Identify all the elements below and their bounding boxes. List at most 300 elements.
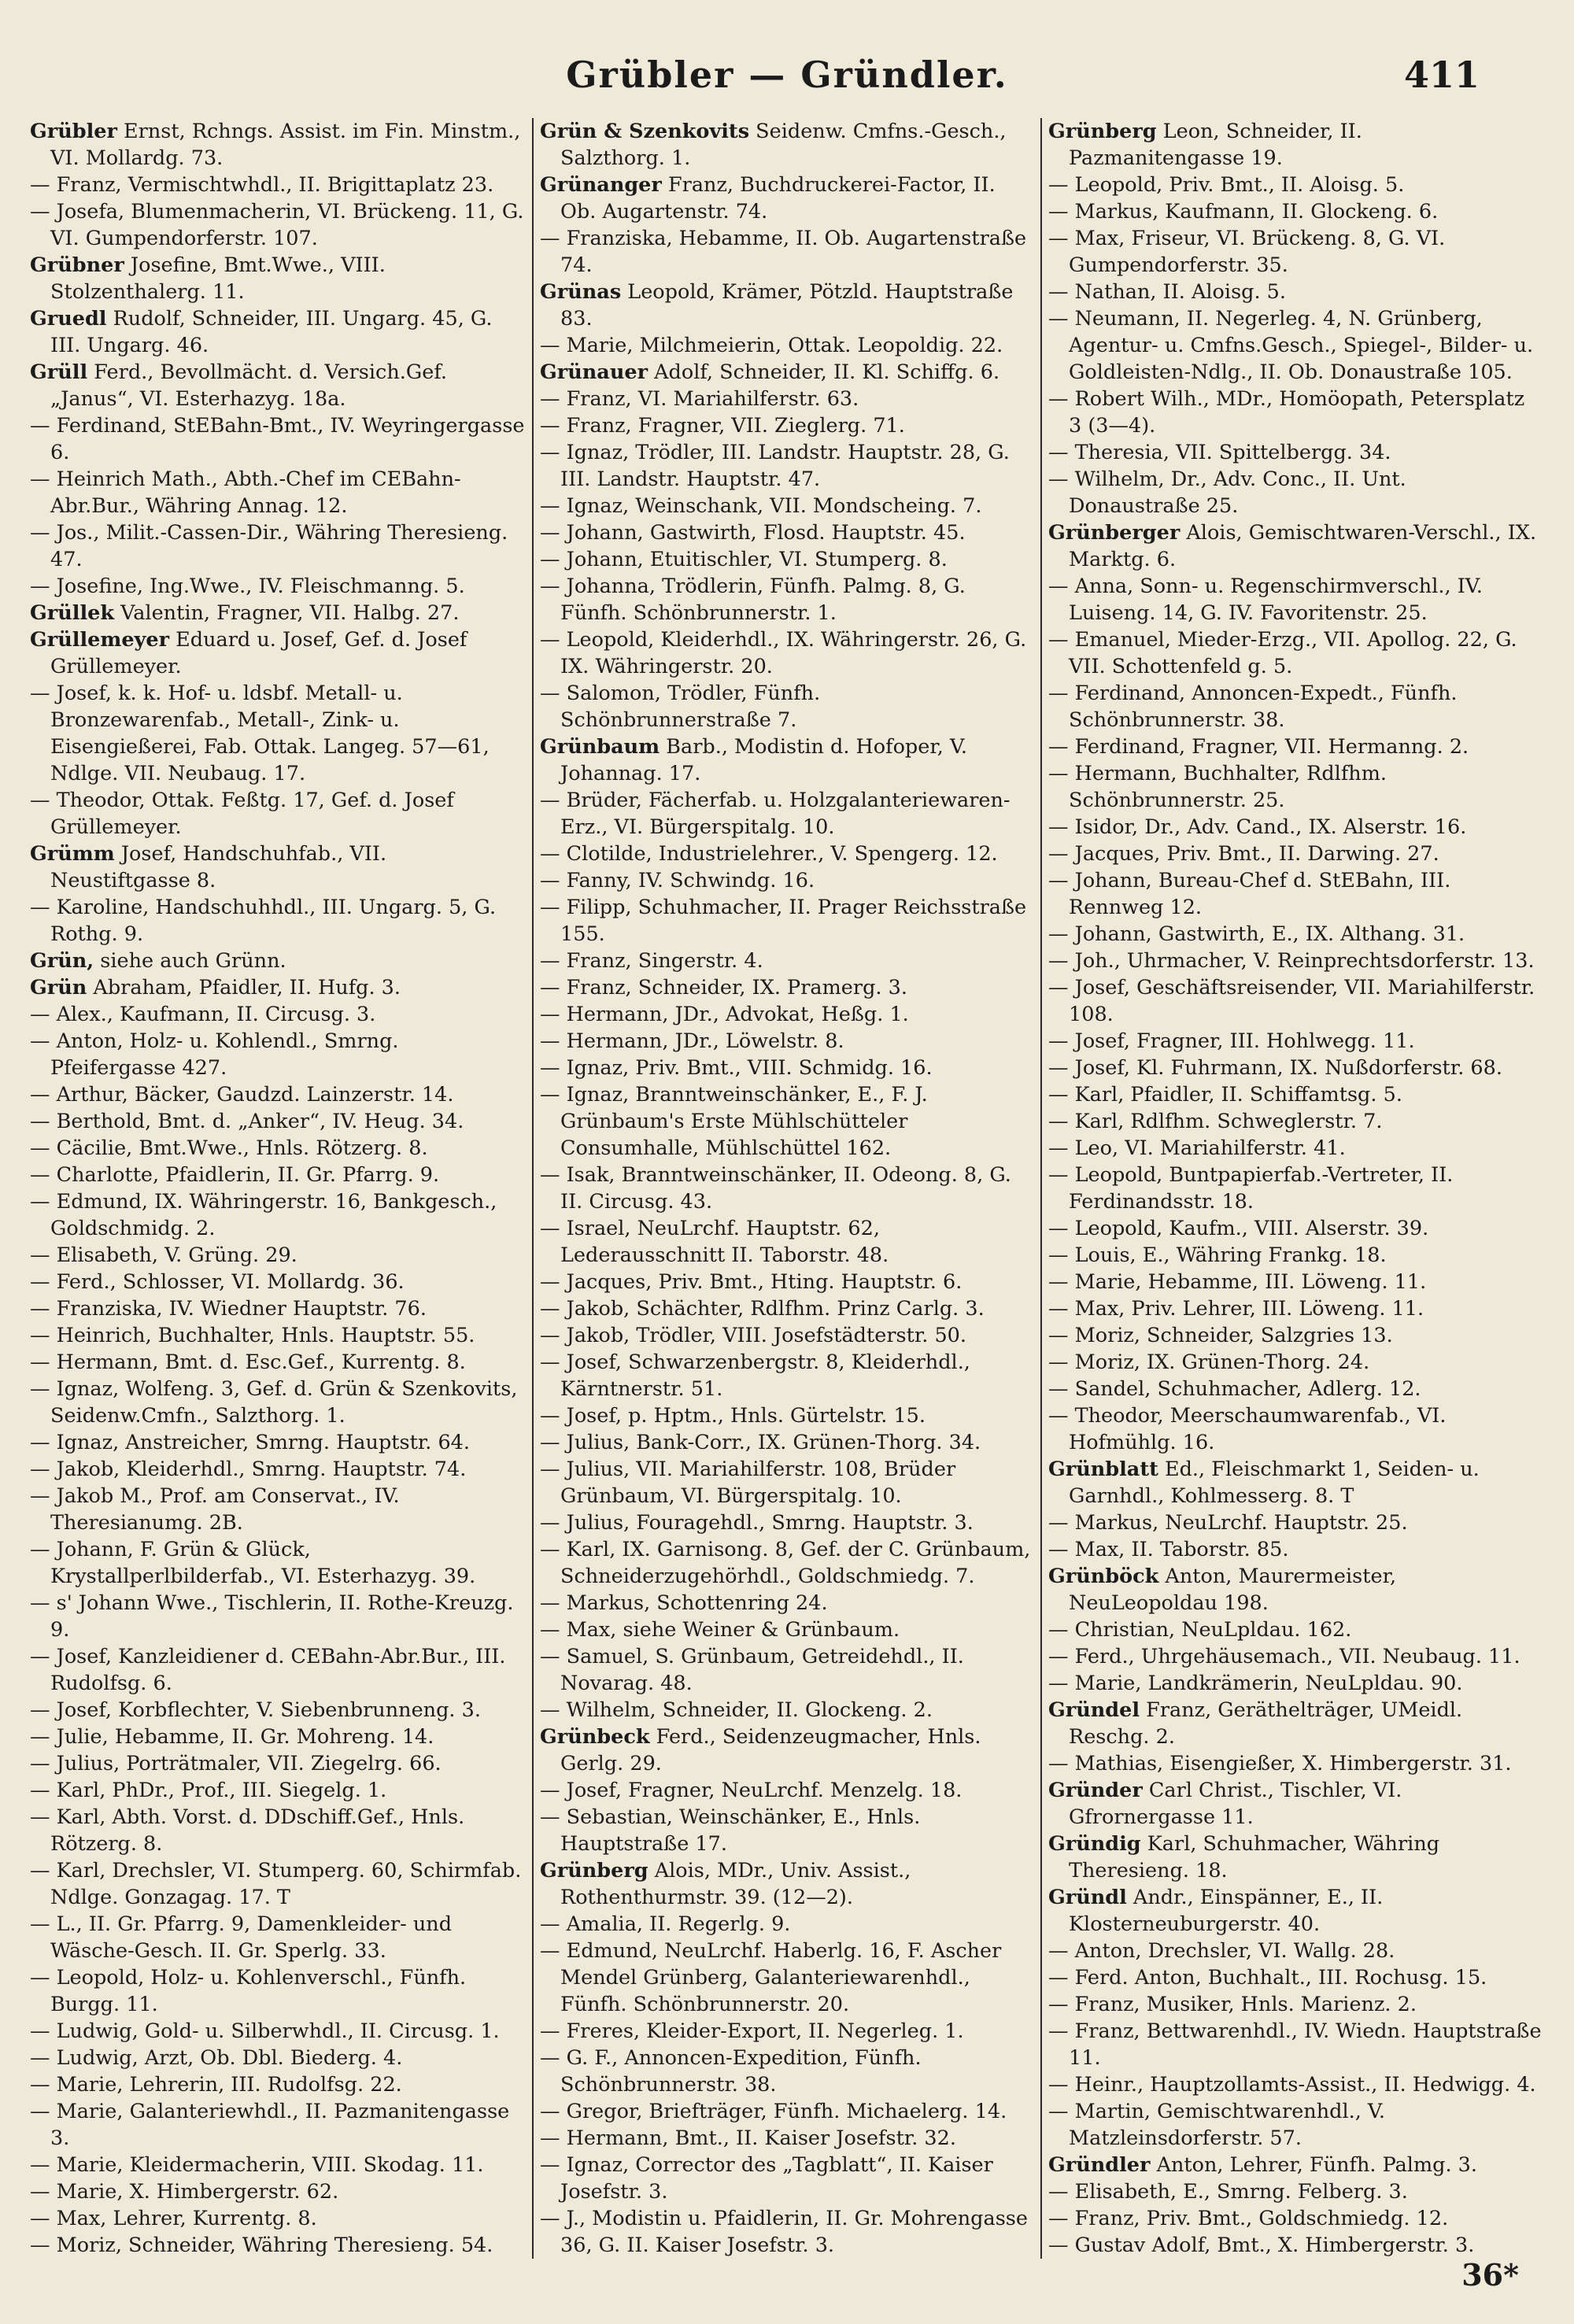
entry-details: — Hermann, JDr., Löwelstr. 8. — [540, 1029, 844, 1053]
entry-details: — Max, II. Taborstr. 85. — [1048, 1538, 1289, 1561]
entry-details: — Johann, Bureau-Chef d. StEBahn, III. Rennweg 12. — [1048, 869, 1451, 919]
entry-surname: Grünberg — [540, 1859, 648, 1882]
directory-entry — [540, 1456, 1034, 1509]
entry-details: — Leopold, Kleiderhdl., IX. Währingerstr. 26, G. IX. Währingerstr. 20. — [540, 628, 1027, 678]
entry-details: — Amalia, II. Regerlg. 9. — [540, 1912, 791, 1936]
directory-entry — [540, 172, 1034, 225]
directory-entry — [30, 2018, 526, 2045]
directory-entry — [1048, 2152, 1543, 2178]
entry-details: — Jos., Milit.-Cassen-Dir., Währing Theresieng. 47. — [30, 521, 508, 571]
entry-surname: Gruedl — [30, 307, 107, 331]
entry-details: — Josef, k. k. Hof- u. ldsbf. Metall- u. Bronzewarenfab., Metall-, Zink- u. Eisengießerei, Fab. Ottak. Langeg. 57—61, Ndlge. VII. Neubaug. 17. — [30, 682, 490, 785]
entry-details: siehe auch Grünn. — [94, 949, 286, 973]
entry-details: — Jakob M., Prof. am Conservat., IV. Theresianumg. 2B. — [30, 1484, 400, 1535]
directory-entry — [1048, 1536, 1543, 1563]
directory-entry — [30, 1001, 526, 1028]
directory-entry — [540, 1697, 1034, 1724]
directory-entry — [540, 1055, 1034, 1081]
entry-details: — Leo, VI. Mariahilferstr. 41. — [1048, 1136, 1346, 1160]
directory-entry — [1048, 1295, 1543, 1322]
entry-details: — Johann, F. Grün & Glück, Krystallperlbilderfab., VI. Esterhazyg. 39. — [30, 1538, 476, 1588]
entry-details: — J., Modistin u. Pfaidlerin, II. Gr. Mohrengasse 36, G. II. Kaiser Josefstr. 3. — [540, 2207, 1028, 2257]
entry-details: — Isidor, Dr., Adv. Cand., IX. Alserstr. 16. — [1048, 815, 1467, 839]
entry-details: — Joh., Uhrmacher, V. Reinprechtsdorferstr. 13. — [1048, 949, 1535, 973]
entry-details: — Salomon, Trödler, Fünfh. Schönbrunnerstraße 7. — [540, 682, 821, 732]
entry-details: — Hermann, JDr., Advokat, Heßg. 1. — [540, 1003, 909, 1026]
directory-entry — [30, 1804, 526, 1857]
directory-entry — [1048, 1349, 1543, 1376]
entry-details: — Karl, Abth. Vorst. d. DDschiff.Gef., Hnls. Rötzerg. 8. — [30, 1805, 465, 1856]
entry-details: — Gregor, Briefträger, Fünfh. Michaelerg. 14. — [540, 2100, 1007, 2123]
directory-entry — [30, 1108, 526, 1135]
directory-entry — [540, 1724, 1034, 1777]
directory-entry — [30, 519, 526, 573]
entry-surname: Grüll — [30, 360, 88, 384]
directory-entry — [30, 198, 526, 252]
entry-details: — Josef, Fragner, NeuLrchf. Menzelg. 18. — [540, 1779, 963, 1802]
entry-details: — Clotilde, Industrielehrer., V. Spengerg. 12. — [540, 842, 998, 866]
entry-details: Barb., Modistin d. Hofoper, V. Johannag. 17. — [560, 735, 968, 785]
entry-details: — Karl, Pfaidler, II. Schiffamtsg. 5. — [1048, 1083, 1402, 1107]
entry-details: — Karl, Rdlfhm. Schweglerstr. 7. — [1048, 1110, 1383, 1133]
directory-entry — [30, 1081, 526, 1108]
entry-details: — Marie, Landkrämerin, NeuLpldau. 90. — [1048, 1672, 1463, 1695]
directory-entry — [1048, 2178, 1543, 2205]
entry-surname: Grübner — [30, 253, 124, 277]
directory-entry — [30, 1162, 526, 1188]
entry-details: — Hermann, Bmt., II. Kaiser Josefstr. 32. — [540, 2126, 956, 2150]
entry-details: — Elisabeth, E., Smrng. Felberg. 3. — [1048, 2180, 1408, 2204]
directory-entry — [1048, 172, 1543, 198]
entry-surname: Grünbeck — [540, 1725, 650, 1749]
entry-details: — Johann, Gastwirth, E., IX. Althang. 31. — [1048, 922, 1465, 946]
entry-details: — Ferd. Anton, Buchhalt., III. Rochusg. 15. — [1048, 1966, 1487, 1990]
directory-entry — [1048, 1055, 1543, 1081]
directory-entry — [1048, 519, 1543, 573]
directory-entry — [540, 1295, 1034, 1322]
directory-entry — [540, 626, 1034, 680]
entry-details: — Leopold, Buntpapierfab.-Vertreter, II. Ferdinandsstr. 18. — [1048, 1163, 1454, 1214]
directory-entry — [1048, 1670, 1543, 1697]
directory-entry — [30, 1269, 526, 1295]
directory-entry — [1048, 1777, 1543, 1831]
directory-entry — [1048, 1269, 1543, 1295]
directory-entry — [1048, 1643, 1543, 1670]
directory-entry — [30, 600, 526, 626]
entry-details: Anton, Maurermeister, NeuLeopoldau 198. — [1069, 1565, 1397, 1615]
directory-entry — [30, 172, 526, 198]
directory-entry — [30, 2098, 526, 2152]
directory-entry — [540, 1643, 1034, 1697]
directory-entry — [30, 466, 526, 519]
directory-entry — [540, 1616, 1034, 1643]
directory-entry — [1048, 1509, 1543, 1536]
entry-details: — Josef, Schwarzenbergstr. 8, Kleiderhdl., Kärntnerstr. 51. — [540, 1350, 970, 1401]
entry-surname: Grün & Szenkovits — [540, 120, 750, 143]
directory-entry — [1048, 305, 1543, 386]
directory-entry — [30, 894, 526, 948]
directory-entry — [30, 841, 526, 894]
entry-details: — Heinr., Hauptzollamts-Assist., II. Hedwigg. 4. — [1048, 2073, 1536, 2097]
entry-details: — Jacques, Priv. Bmt., II. Darwing. 27. — [1048, 842, 1439, 866]
entry-details: Abraham, Pfaidler, II. Hufg. 3. — [87, 976, 401, 999]
directory-entry — [1048, 1402, 1543, 1456]
directory-entry — [1048, 1616, 1543, 1643]
entry-details: Eduard u. Josef, Gef. d. Josef Grüllemeyer. — [50, 628, 467, 678]
entry-details: — Karl, PhDr., Prof., III. Siegelg. 1. — [30, 1779, 387, 1802]
entry-details: — Anton, Drechsler, VI. Wallg. 28. — [1048, 1939, 1395, 1963]
directory-entry — [30, 1857, 526, 1911]
directory-entry — [30, 1911, 526, 1964]
directory-entry — [30, 1590, 526, 1643]
entry-details: — Josefine, Ing.Wwe., IV. Fleischmanng. 5. — [30, 575, 465, 598]
directory-entry — [30, 1135, 526, 1162]
entry-details: — Ferd., Uhrgehäusemach., VII. Neubaug. 11. — [1048, 1645, 1520, 1668]
directory-entry — [540, 1402, 1034, 1429]
entry-details: — Anna, Sonn- u. Regenschirmverschl., IV. Luiseng. 14, G. IV. Favoritenstr. 25. — [1048, 575, 1483, 625]
entry-details: — Marie, Lehrerin, III. Rudolfsg. 22. — [30, 2073, 402, 2097]
directory-entry — [1048, 2098, 1543, 2152]
entry-details: — Theodor, Meerschaumwarenfab., VI. Hofmühlg. 16. — [1048, 1404, 1447, 1454]
entry-details: — Moriz, Schneider, Salzgries 13. — [1048, 1324, 1393, 1347]
column-3 — [1040, 118, 1549, 2259]
directory-entry — [1048, 279, 1543, 305]
entry-details: — Heinrich Math., Abth.-Chef im CEBahn-Abr.Bur., Währing Annag. 12. — [30, 467, 461, 518]
entry-details: — Leopold, Holz- u. Kohlenverschl., Fünfh. Burgg. 11. — [30, 1966, 467, 2016]
directory-entry — [540, 118, 1034, 172]
entry-surname: Grübler — [30, 120, 117, 143]
entry-details: — Israel, NeuLrchf. Hauptstr. 62, Lederausschnitt II. Taborstr. 48. — [540, 1217, 889, 1267]
entry-details: — Martin, Gemischtwarenhdl., V. Matzleinsdorferstr. 57. — [1048, 2100, 1385, 2150]
entry-details: — Josef, p. Hptm., Hnls. Gürtelstr. 15. — [540, 1404, 926, 1428]
directory-entry — [540, 1536, 1034, 1590]
entry-details: — Hermann, Buchhalter, Rdlfhm. Schönbrunnerstr. 25. — [1048, 762, 1387, 812]
directory-entry — [540, 332, 1034, 359]
entry-details: — Freres, Kleider-Export, II. Negerleg. 1. — [540, 2019, 964, 2043]
directory-entry — [1048, 1563, 1543, 1616]
entry-details: — Josef, Korbflechter, V. Siebenbrunneng. 3. — [30, 1698, 481, 1722]
directory-entry — [540, 1804, 1034, 1857]
entry-details: — Franz, Musiker, Hnls. Marienz. 2. — [1048, 1993, 1417, 2016]
directory-entry — [1048, 1108, 1543, 1135]
directory-entry — [30, 787, 526, 841]
directory-entry — [1048, 1135, 1543, 1162]
directory-entry — [30, 626, 526, 680]
directory-entry — [1048, 2232, 1543, 2259]
directory-entry — [540, 1081, 1034, 1162]
entry-details: — Max, Priv. Lehrer, III. Löweng. 11. — [1048, 1297, 1424, 1321]
entry-details: — Jakob, Kleiderhdl., Smrng. Hauptstr. 74. — [30, 1458, 467, 1481]
directory-entry — [540, 1590, 1034, 1616]
entry-surname: Grüllemeyer — [30, 628, 170, 652]
entry-details: Carl Christ., Tischler, VI. Gfrornergasse 11. — [1069, 1779, 1402, 1829]
entry-details: Alois, Gemischtwaren-Verschl., IX. Marktg. 6. — [1069, 521, 1537, 571]
directory-entry — [540, 841, 1034, 867]
directory-entry — [30, 2152, 526, 2178]
entry-details: — Ignaz, Trödler, III. Landstr. Hauptstr. 28, G. III. Landstr. Hauptstr. 47. — [540, 441, 1010, 491]
entry-details: — Franz, Singerstr. 4. — [540, 949, 763, 973]
directory-entry — [540, 1429, 1034, 1456]
entry-surname: Gründler — [1048, 2153, 1151, 2177]
directory-entry — [1048, 1697, 1543, 1750]
directory-entry — [540, 948, 1034, 974]
directory-entry — [30, 974, 526, 1001]
directory-entry — [30, 1242, 526, 1269]
entry-details: — Marie, Hebamme, III. Löweng. 11. — [1048, 1270, 1427, 1294]
directory-entry — [1048, 1884, 1543, 1938]
entry-details: — Theresia, VII. Spittelbergg. 34. — [1048, 441, 1391, 464]
directory-entry — [1048, 1162, 1543, 1215]
entry-details: — Ferdinand, Fragner, VII. Hermanng. 2. — [1048, 735, 1469, 759]
entry-surname: Grün, — [30, 949, 94, 973]
entry-details: — Theodor, Ottak. Feßtg. 17, Gef. d. Josef Grüllemeyer. — [30, 789, 454, 839]
directory-entry — [30, 1697, 526, 1724]
entry-surname: Grünauer — [540, 360, 648, 384]
directory-entry — [540, 2018, 1034, 2045]
entry-details: Franz, Geräthelträger, UMeidl. Reschg. 2. — [1069, 1698, 1463, 1749]
directory-entry — [540, 1215, 1034, 1269]
entry-details: Franz, Buchdruckerei-Factor, II. Ob. Augartenstr. 74. — [560, 173, 996, 224]
directory-entry — [1048, 2205, 1543, 2232]
directory-entry — [30, 1188, 526, 1242]
directory-entry — [540, 1509, 1034, 1536]
entry-surname: Grünblatt — [1048, 1458, 1158, 1481]
directory-entry — [30, 1483, 526, 1536]
directory-entry — [30, 573, 526, 600]
directory-entry — [540, 733, 1034, 787]
entry-surname: Grünberger — [1048, 521, 1180, 545]
directory-entry — [540, 2152, 1034, 2205]
directory-entry — [1048, 921, 1543, 948]
entry-details: — Julius, VII. Mariahilferstr. 108, Brüder Grünbaum, VI. Bürgerspitalg. 10. — [540, 1458, 956, 1508]
entry-surname: Grüllek — [30, 601, 115, 625]
entry-details: Leon, Schneider, II. Pazmanitengasse 19. — [1069, 120, 1362, 170]
entry-details: — Marie, X. Himbergerstr. 62. — [30, 2180, 339, 2204]
entry-details: — Franz, VI. Mariahilferstr. 63. — [540, 387, 859, 411]
directory-entry — [1048, 439, 1543, 466]
entry-details: — Berthold, Bmt. d. „Anker“, IV. Heug. 34. — [30, 1110, 464, 1133]
entry-details: — Arthur, Bäcker, Gaudzd. Lainzerstr. 14. — [30, 1083, 454, 1107]
directory-entry — [30, 305, 526, 359]
entry-details: Ernst, Rchngs. Assist. im Fin. Minstm., VI. Mollardg. 73. — [50, 120, 521, 170]
entry-details: — Ignaz, Wolfeng. 3, Gef. d. Grün & Szenkovits, Seidenw.Cmfn., Salzthorg. 1. — [30, 1377, 518, 1428]
entry-surname: Grümm — [30, 842, 115, 866]
directory-entry — [30, 359, 526, 412]
page-header — [0, 31, 1574, 126]
entry-details: — L., II. Gr. Pfarrg. 9, Damenkleider- und Wäsche-Gesch. II. Gr. Sperlg. 33. — [30, 1912, 453, 1963]
entry-details: — Sebastian, Weinschänker, E., Hnls. Hauptstraße 17. — [540, 1805, 921, 1856]
entry-details: — Josef, Kanzleidiener d. CEBahn-Abr.Bur., III. Rudolfsg. 6. — [30, 1645, 506, 1695]
directory-entry — [540, 573, 1034, 626]
entry-details: Ferd., Bevollmächt. d. Versich.Gef. „Janus“, VI. Esterhazyg. 18a. — [50, 360, 447, 411]
directory-entry — [30, 1750, 526, 1777]
entry-details: — Neumann, II. Negerleg. 4, N. Grünberg, Agentur- u. Cmfns.Gesch., Spiegel-, Bilder- u. Goldleisten-Ndlg., II. Ob. Donaustraße 105. — [1048, 307, 1534, 384]
directory-entry — [540, 1028, 1034, 1055]
entry-details: — Gustav Adolf, Bmt., X. Himbergerstr. 3. — [1048, 2233, 1475, 2257]
entry-details: — Moriz, IX. Grünen-Thorg. 24. — [1048, 1350, 1370, 1374]
directory-entry — [540, 519, 1034, 546]
entry-details: — Markus, Schottenring 24. — [540, 1591, 828, 1615]
directory-entry — [540, 1777, 1034, 1804]
entry-details: — Johann, Etuitischler, VI. Stumperg. 8. — [540, 548, 948, 571]
directory-entry — [1048, 760, 1543, 814]
directory-entry — [540, 386, 1034, 412]
entry-details: — Max, siehe Weiner & Grünbaum. — [540, 1618, 900, 1642]
directory-entry — [540, 1269, 1034, 1295]
entry-details: — Johanna, Trödlerin, Fünfh. Palmg. 8, G. Fünfh. Schönbrunnerstr. 1. — [540, 575, 966, 625]
directory-entry — [1048, 225, 1543, 279]
entry-details: — Brüder, Fächerfab. u. Holzgalanteriewaren-Erz., VI. Bürgerspitalg. 10. — [540, 789, 1011, 839]
entry-surname: Gründer — [1048, 1779, 1143, 1802]
entry-surname: Grünberg — [1048, 120, 1157, 143]
entry-details: Ferd., Seidenzeugmacher, Hnls. Gerlg. 29. — [560, 1725, 981, 1775]
entry-details: — Isak, Branntweinschänker, II. Odeong. 8, G. II. Circusg. 43. — [540, 1163, 1011, 1214]
directory-entry — [30, 1964, 526, 2018]
directory-entry — [540, 2125, 1034, 2152]
directory-entry — [30, 1349, 526, 1376]
directory-entry — [30, 1295, 526, 1322]
entry-details: — Franz, Fragner, VII. Zieglerg. 71. — [540, 414, 905, 438]
entry-details: — Franz, Bettwarenhdl., IV. Wiedn. Hauptstraße 11. — [1048, 2019, 1542, 2070]
entry-details: Adolf, Schneider, II. Kl. Schiffg. 6. — [648, 360, 1000, 384]
entry-surname: Grünbaum — [540, 735, 660, 759]
directory-entry — [1048, 733, 1543, 760]
directory-entry — [1048, 118, 1543, 172]
entry-details: — Karl, Drechsler, VI. Stumperg. 60, Schirmfab. Ndlge. Gonzagag. 17. T — [30, 1859, 522, 1909]
entry-details: — Filipp, Schuhmacher, II. Prager Reichsstraße 155. — [540, 896, 1027, 946]
entry-details: — Leopold, Priv. Bmt., II. Aloisg. 5. — [1048, 173, 1405, 197]
entry-details: — Karoline, Handschuhhdl., III. Ungarg. 5, G. Rothg. 9. — [30, 896, 497, 946]
directory-entry — [1048, 814, 1543, 841]
entry-details: Ed., Fleischmarkt 1, Seiden- u. Garnhdl., Kohlmesserg. 8. T — [1069, 1458, 1480, 1508]
entry-details: — Josef, Geschäftsreisender, VII. Mariahilferstr. 108. — [1048, 976, 1535, 1026]
entry-details: — Ignaz, Priv. Bmt., VIII. Schmidg. 16. — [540, 1056, 933, 1080]
entry-details: — Ferd., Schlosser, VI. Mollardg. 36. — [30, 1270, 405, 1294]
entry-details: Rudolf, Schneider, III. Ungarg. 45, G. III. Ungarg. 46. — [50, 307, 493, 357]
directory-entry — [540, 279, 1034, 332]
entry-details: — Markus, NeuLrchf. Hauptstr. 25. — [1048, 1511, 1408, 1535]
directory-entry — [1048, 1938, 1543, 1964]
directory-entry — [30, 1322, 526, 1349]
entry-details: Leopold, Krämer, Pötzld. Hauptstraße 83. — [560, 280, 1014, 331]
entry-surname: Gründl — [1048, 1886, 1127, 1909]
directory-entry — [1048, 1028, 1543, 1055]
entry-details: — Marie, Galanteriewhdl., II. Pazmanitengasse 3. — [30, 2100, 510, 2150]
directory-entry — [1048, 1991, 1543, 2018]
entry-details: — Louis, E., Währing Frankg. 18. — [1048, 1243, 1387, 1267]
directory-entry — [30, 948, 526, 974]
entry-details: — s' Johann Wwe., Tischlerin, II. Rothe-Kreuzg. 9. — [30, 1591, 514, 1642]
entry-details: — Franz, Priv. Bmt., Goldschmiedg. 12. — [1048, 2207, 1449, 2230]
directory-entry — [30, 1643, 526, 1697]
entry-details: — Julie, Hebamme, II. Gr. Mohreng. 14. — [30, 1725, 434, 1749]
directory-entry — [540, 225, 1034, 279]
directory-entry — [30, 2045, 526, 2071]
entry-details: — Wilhelm, Dr., Adv. Conc., II. Unt. Donaustraße 25. — [1048, 467, 1406, 518]
directory-entry — [30, 412, 526, 466]
entry-details: — Leopold, Kaufm., VIII. Alserstr. 39. — [1048, 1217, 1429, 1240]
directory-entry — [540, 2205, 1034, 2259]
entry-details: — Nathan, II. Aloisg. 5. — [1048, 280, 1287, 304]
entry-details: — Franz, Vermischtwhdl., II. Brigittaplatz 23. — [30, 173, 494, 197]
directory-entry — [540, 1322, 1034, 1349]
directory-entry — [540, 439, 1034, 493]
entry-details: — Edmund, NeuLrchf. Haberlg. 16, F. Ascher Mendel Grünberg, Galanteriewarenhdl., Fünfh. Schönbrunnerstr. 20. — [540, 1939, 1002, 2016]
entry-details: — Hermann, Bmt. d. Esc.Gef., Kurrentg. 8. — [30, 1350, 466, 1374]
directory-entry — [540, 359, 1034, 386]
directory-entry — [540, 1349, 1034, 1402]
directory-entry — [30, 2232, 526, 2259]
directory-entry — [540, 1162, 1034, 1215]
page-title: Grübler — Gründler. — [566, 54, 1008, 96]
entry-details: Josef, Handschuhfab., VII. Neustiftgasse 8. — [50, 842, 387, 892]
directory-entry — [1048, 680, 1543, 733]
entry-details: Andr., Einspänner, E., II. Klosterneuburgerstr. 40. — [1069, 1886, 1384, 1936]
directory-entry — [1048, 2071, 1543, 2098]
entry-surname: Gründig — [1048, 1832, 1141, 1856]
directory-entry — [540, 1938, 1034, 2018]
entry-details: — Ignaz, Weinschank, VII. Mondscheing. 7. — [540, 494, 982, 518]
entry-details: — G. F., Annoncen-Expedition, Fünfh. Schönbrunnerstr. 38. — [540, 2046, 922, 2097]
entry-details: Valentin, Fragner, VII. Halbg. 27. — [114, 601, 460, 625]
entry-details: — Samuel, S. Grünbaum, Getreidehdl., II. Novarag. 48. — [540, 1645, 964, 1695]
entry-details: — Ludwig, Arzt, Ob. Dbl. Biederg. 4. — [30, 2046, 403, 2070]
signature-mark: 36* — [1461, 2257, 1519, 2293]
entry-details: — Max, Friseur, VI. Brückeng. 8, G. VI. Gumpendorferstr. 35. — [1048, 227, 1446, 277]
directory-entry — [1048, 974, 1543, 1028]
entry-details: — Jakob, Trödler, VIII. Josefstädterstr. 50. — [540, 1324, 966, 1347]
entry-details: — Ignaz, Anstreicher, Smrng. Hauptstr. 64. — [30, 1431, 470, 1454]
entry-details: — Ludwig, Gold- u. Silberwhdl., II. Circusg. 1. — [30, 2019, 500, 2043]
entry-surname: Grün — [30, 976, 87, 999]
entry-details: — Josef, Kl. Fuhrmann, IX. Nußdorferstr. 68. — [1048, 1056, 1502, 1080]
entry-details: — Elisabeth, V. Grüng. 29. — [30, 1243, 297, 1267]
entry-details: Alois, MDr., Univ. Assist., Rothenthurmstr. 39. (12—2). — [560, 1859, 911, 1909]
directory-entry — [1048, 1215, 1543, 1242]
directory-entry — [1048, 1081, 1543, 1108]
directory-entry — [30, 1028, 526, 1081]
directory-entry — [1048, 1322, 1543, 1349]
directory-entry — [30, 1536, 526, 1590]
directory-entry — [1048, 1750, 1543, 1777]
entry-details: — Markus, Kaufmann, II. Glockeng. 6. — [1048, 200, 1439, 224]
directory-entry — [30, 1456, 526, 1483]
entry-surname: Gründel — [1048, 1698, 1140, 1722]
directory-entry — [540, 493, 1034, 519]
directory-entry — [30, 1429, 526, 1456]
directory-entry — [540, 680, 1034, 733]
entry-details: — Edmund, IX. Währingerstr. 16, Bankgesch., Goldschmidg. 2. — [30, 1190, 497, 1240]
directory-entry — [30, 252, 526, 305]
entry-details: — Jacques, Priv. Bmt., Hting. Hauptstr. 6. — [540, 1270, 963, 1294]
entry-details: — Marie, Kleidermacherin, VIII. Skodag. 11. — [30, 2153, 484, 2177]
directory-entry — [30, 2205, 526, 2232]
entry-details: — Moriz, Schneider, Währing Theresieng. 54. — [30, 2233, 493, 2257]
directory-entry — [30, 2071, 526, 2098]
page-number: 411 — [1403, 54, 1480, 96]
entry-details: — Max, Lehrer, Kurrentg. 8. — [30, 2207, 317, 2230]
entry-details: — Franziska, IV. Wiedner Hauptstr. 76. — [30, 1297, 427, 1321]
directory-entry — [1048, 573, 1543, 626]
directory-entry — [540, 1857, 1034, 1911]
directory-entry — [30, 118, 526, 172]
entry-details: — Emanuel, Mieder-Erzg., VII. Apollog. 22, G. VII. Schottenfeld g. 5. — [1048, 628, 1517, 678]
directory-entry — [30, 1777, 526, 1804]
directory-entry — [1048, 1376, 1543, 1402]
directory-entry — [540, 787, 1034, 841]
entry-details: — Marie, Milchmeierin, Ottak. Leopoldig. 22. — [540, 334, 1003, 357]
entry-surname: Grünas — [540, 280, 622, 304]
